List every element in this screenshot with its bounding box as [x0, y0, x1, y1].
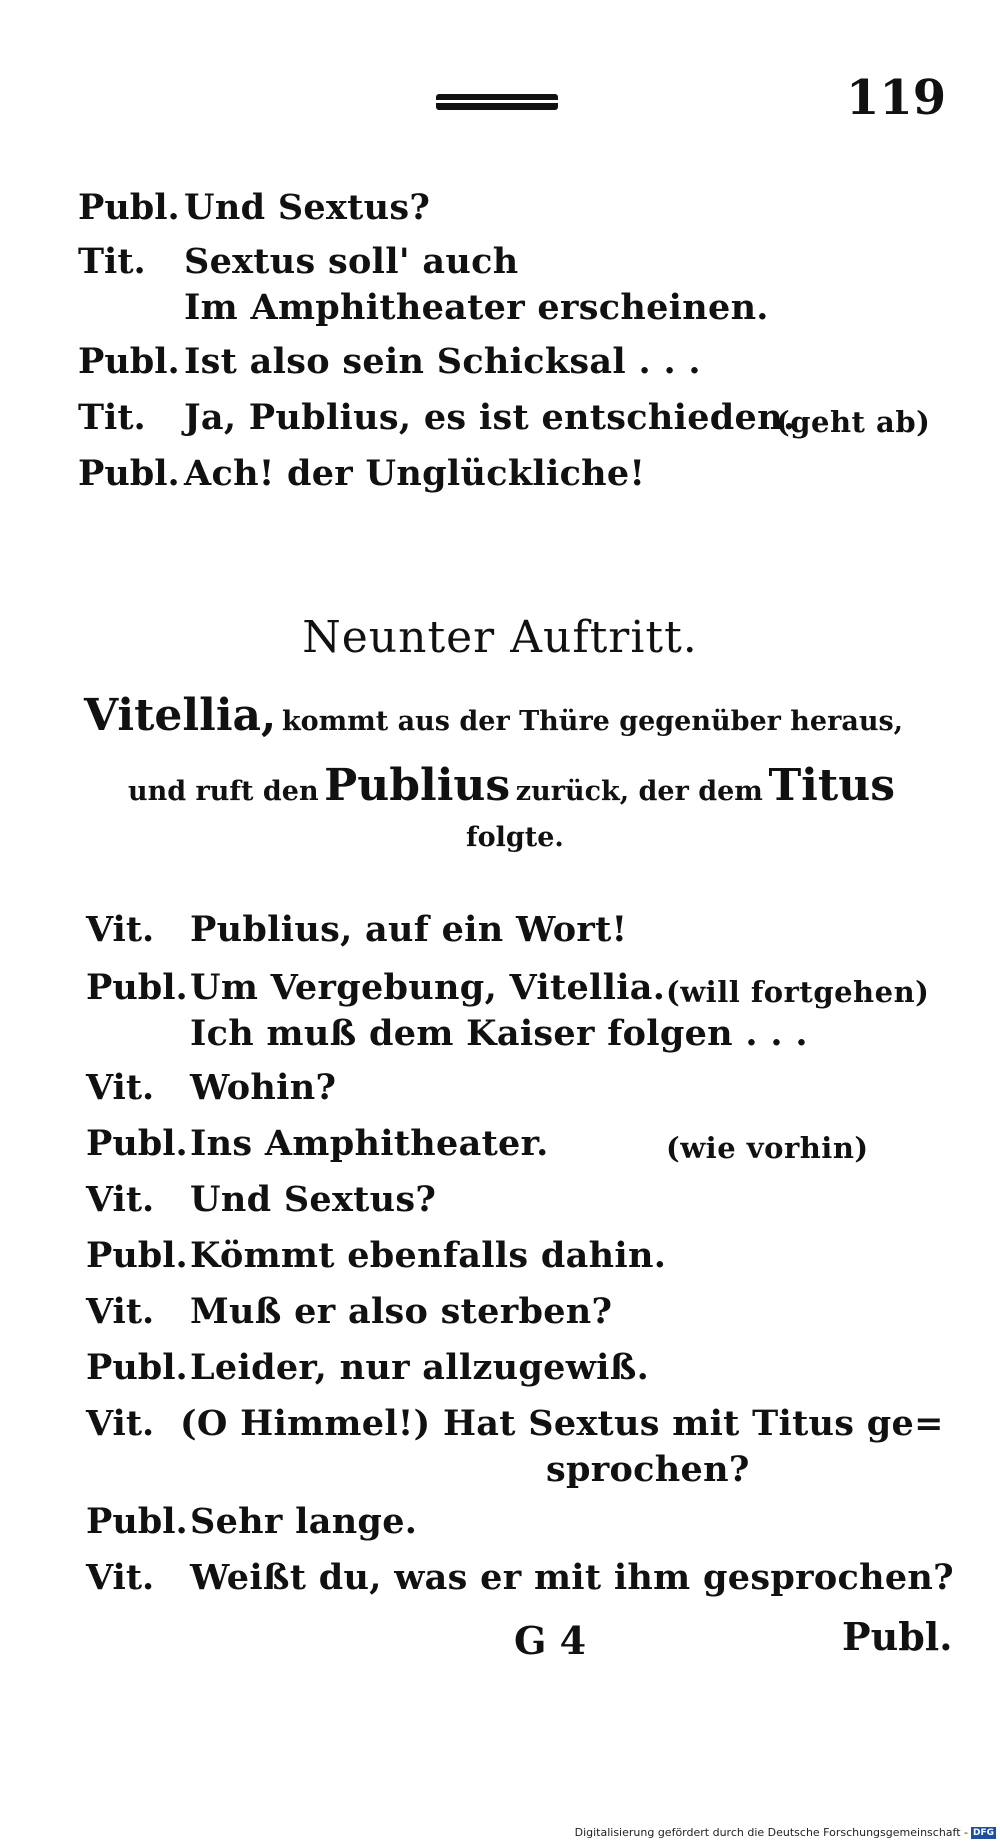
- speaker-label: Vit.: [86, 1557, 155, 1598]
- dialogue-line: Sehr lange.: [190, 1501, 418, 1542]
- character-name: Publius: [324, 760, 511, 811]
- page-number: 119: [846, 70, 947, 126]
- dialogue-line: Wohin?: [190, 1067, 337, 1108]
- speaker-label: Tit.: [78, 397, 146, 438]
- speaker-label: Vit.: [86, 1067, 155, 1108]
- speaker-label: Publ.: [86, 1123, 188, 1164]
- scene-description-line-1: [84, 690, 903, 741]
- dialogue-line: Muß er also sterben?: [190, 1291, 613, 1332]
- speaker-label: Publ.: [78, 341, 180, 382]
- dialogue-line: Ins Amphitheater.: [190, 1123, 549, 1164]
- digitization-credit: [575, 1826, 996, 1839]
- speaker-label: Publ.: [86, 1235, 188, 1276]
- speaker-label: Publ.: [78, 453, 180, 494]
- dialogue-line: Kömmt ebenfalls dahin.: [190, 1235, 667, 1276]
- character-name: Vitellia,: [84, 690, 277, 741]
- header-rule: [436, 94, 558, 110]
- stage-direction: (will fortgehen): [666, 975, 930, 1009]
- speaker-label: Publ.: [78, 187, 180, 228]
- stage-direction: (wie vorhin): [666, 1131, 869, 1165]
- description-text: kommt aus der Thüre gegenüber heraus,: [281, 706, 904, 737]
- catchword: Publ.: [842, 1614, 953, 1659]
- dfg-logo-icon: DFG: [972, 1827, 994, 1838]
- description-text: und ruft den: [128, 776, 319, 807]
- speaker-label: Vit.: [86, 1291, 155, 1332]
- stage-direction: (geht ab): [776, 405, 931, 439]
- speaker-label: Publ.: [86, 1501, 188, 1542]
- speaker-label: Tit.: [78, 241, 146, 282]
- dialogue-line: Publius, auf ein Wort!: [190, 909, 628, 950]
- dialogue-line: Und Sextus?: [184, 187, 431, 228]
- dialogue-line: Ist also sein Schicksal . . .: [184, 341, 701, 382]
- credit-text: Digitalisierung gefördert durch die Deutsche Forschungsgemeinschaft -: [574, 1826, 968, 1839]
- dialogue-line: Im Amphitheater erscheinen.: [184, 287, 769, 328]
- dialogue-line: Weißt du, was er mit ihm gesprochen?: [190, 1557, 954, 1598]
- dialogue-line: Sextus soll' auch: [184, 241, 519, 282]
- dialogue-line: Um Vergebung, Vitellia.: [190, 967, 666, 1008]
- dialogue-line: Ich muß dem Kaiser folgen . . .: [190, 1013, 808, 1054]
- scene-title: Neunter Auftritt.: [302, 612, 698, 663]
- scene-description-line-3: folgte.: [466, 822, 564, 853]
- character-name: Titus: [768, 760, 895, 811]
- dialogue-line: Leider, nur allzugewiß.: [190, 1347, 650, 1388]
- dialogue-line: (O Himmel!) Hat Sextus mit Titus ge=: [180, 1403, 944, 1444]
- description-text: zurück, der dem: [515, 776, 763, 807]
- dialogue-line: sprochen?: [546, 1449, 750, 1490]
- speaker-label: Publ.: [86, 967, 188, 1008]
- dialogue-line: Und Sextus?: [190, 1179, 437, 1220]
- dialogue-line: Ach! der Unglückliche!: [184, 453, 646, 494]
- signature-mark: G 4: [514, 1618, 587, 1663]
- scene-description-line-2: [128, 760, 895, 811]
- speaker-label: Vit.: [86, 1179, 155, 1220]
- speaker-label: Vit.: [86, 1403, 155, 1444]
- dialogue-line: Ja, Publius, es ist entschieden.: [184, 397, 796, 438]
- speaker-label: Publ.: [86, 1347, 188, 1388]
- speaker-label: Vit.: [86, 909, 155, 950]
